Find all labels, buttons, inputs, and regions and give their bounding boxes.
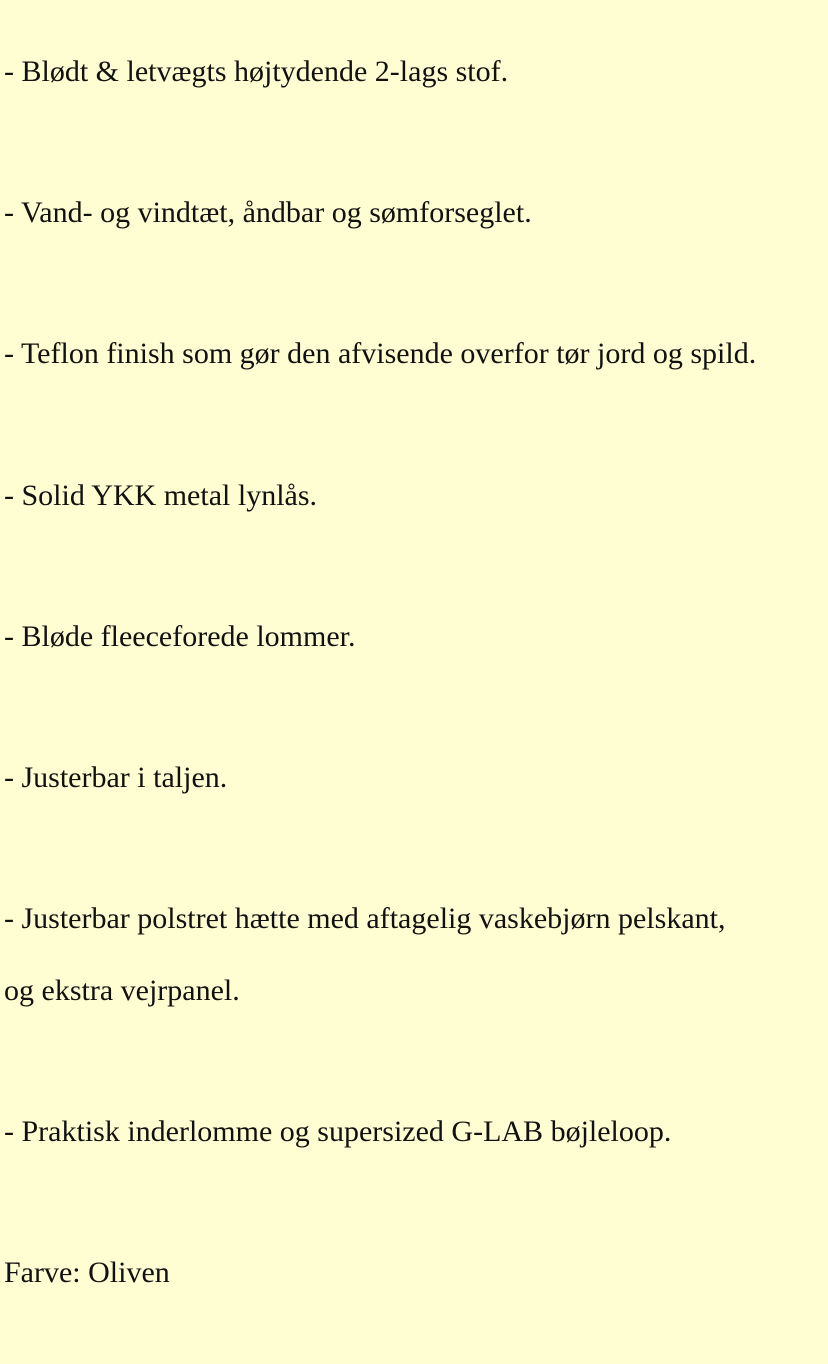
color-line: Farve: Oliven (4, 1256, 170, 1289)
feature-line-inner-pocket: - Praktisk inderlomme og supersized G-LAB bøjleloop. (4, 1115, 672, 1148)
feature-line-waterproof: - Vand- og vindtæt, åndbar og sømforseglet. (4, 196, 532, 229)
feature-line-zipper: - Solid YKK metal lynlås. (4, 479, 318, 512)
feature-line-hood-continued: og ekstra vejrpanel. (4, 974, 240, 1007)
feature-line-waist: - Justerbar i taljen. (4, 761, 228, 794)
feature-line-hood: - Justerbar polstret hætte med aftagelig vaskebjørn pelskant, (4, 902, 726, 935)
feature-line-pockets: - Bløde fleeceforede lommer. (4, 620, 356, 653)
feature-line-teflon: - Teflon finish som gør den afvisende overfor tør jord og spild. (4, 337, 757, 370)
feature-line-fabric: - Blødt & letvægts højtydende 2-lags stof. (4, 55, 509, 88)
